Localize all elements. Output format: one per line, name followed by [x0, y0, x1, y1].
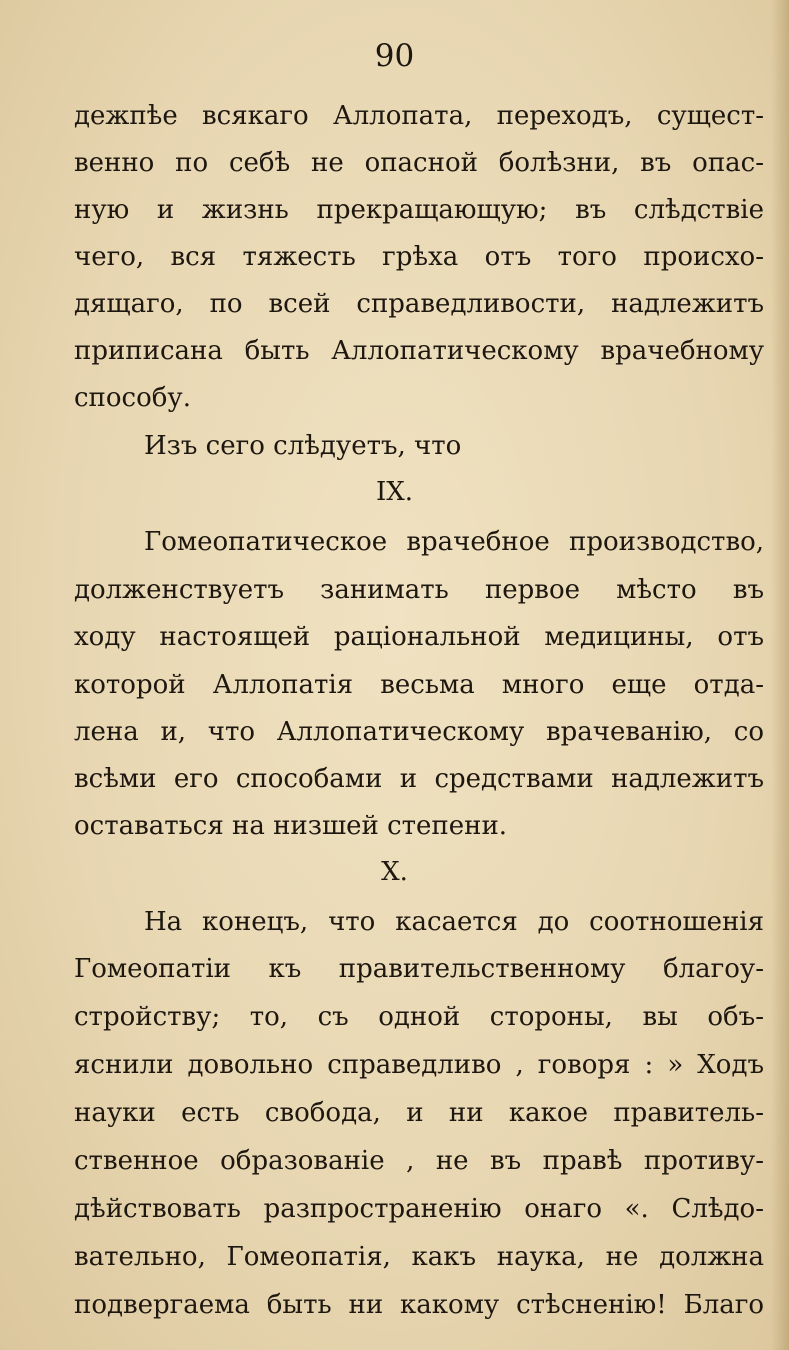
text-line: науки есть свобода, и ни какое правитель-	[74, 1098, 764, 1128]
text-line: венно по себѣ не опасной болѣзни, въ опас-	[74, 148, 764, 178]
text-line: Гомеопатическое врачебное производство,	[144, 527, 764, 557]
text-line: способу.	[74, 383, 191, 413]
text-line: всѣми его способами и средствами надлежитъ	[74, 764, 764, 794]
text-line: дѣйствовать разпространенію онаго «. Слѣдо-	[74, 1194, 764, 1224]
text-line: оставаться на низшей степени.	[74, 811, 508, 841]
text-line: ходу настоящей раціональной медицины, отъ	[74, 622, 764, 652]
text-line: чего, вся тяжесть грѣха отъ того происхо-	[74, 242, 764, 272]
text-line: дежпѣе всякаго Аллопата, переходъ, сущест-	[74, 101, 764, 131]
text-line: вательно, Гомеопатія, какъ наука, не должна	[74, 1242, 764, 1272]
text-line: Гомеопатіи къ правительственному благоу-	[74, 954, 764, 984]
text-line: приписана быть Аллопатическому врачебному	[74, 336, 764, 366]
text-line: подвергаема быть ни какому стѣсненію! Благо	[74, 1290, 764, 1320]
text-line: которой Аллопатія весьма много еще отда-	[74, 670, 764, 700]
page-number: 90	[374, 38, 415, 74]
text-line: стройству; то, съ одной стороны, вы объ-	[74, 1002, 764, 1032]
text-line: дящаго, по всей справедливости, надлежитъ	[74, 289, 764, 319]
section-heading-ix: IX.	[375, 477, 414, 507]
text-line: ную и жизнь прекращающую; въ слѣдствіе	[74, 195, 764, 225]
text-line: долженствуетъ занимать первое мѣсто въ	[74, 575, 764, 605]
text-line: ственное образованіе , не въ правѣ противу-	[74, 1146, 764, 1176]
page-edge-shadow	[771, 0, 789, 1350]
section-heading-x: X.	[381, 857, 408, 887]
text-line: яснили довольно справедливо , говоря : » Ходъ	[74, 1050, 764, 1080]
conclusion-line: Изъ сего слѣдуетъ, что	[144, 431, 462, 461]
text-line: На конецъ, что касается до соотношенія	[144, 907, 764, 937]
text-line: лена и, что Аллопатическому врачеванію, со	[74, 717, 764, 747]
